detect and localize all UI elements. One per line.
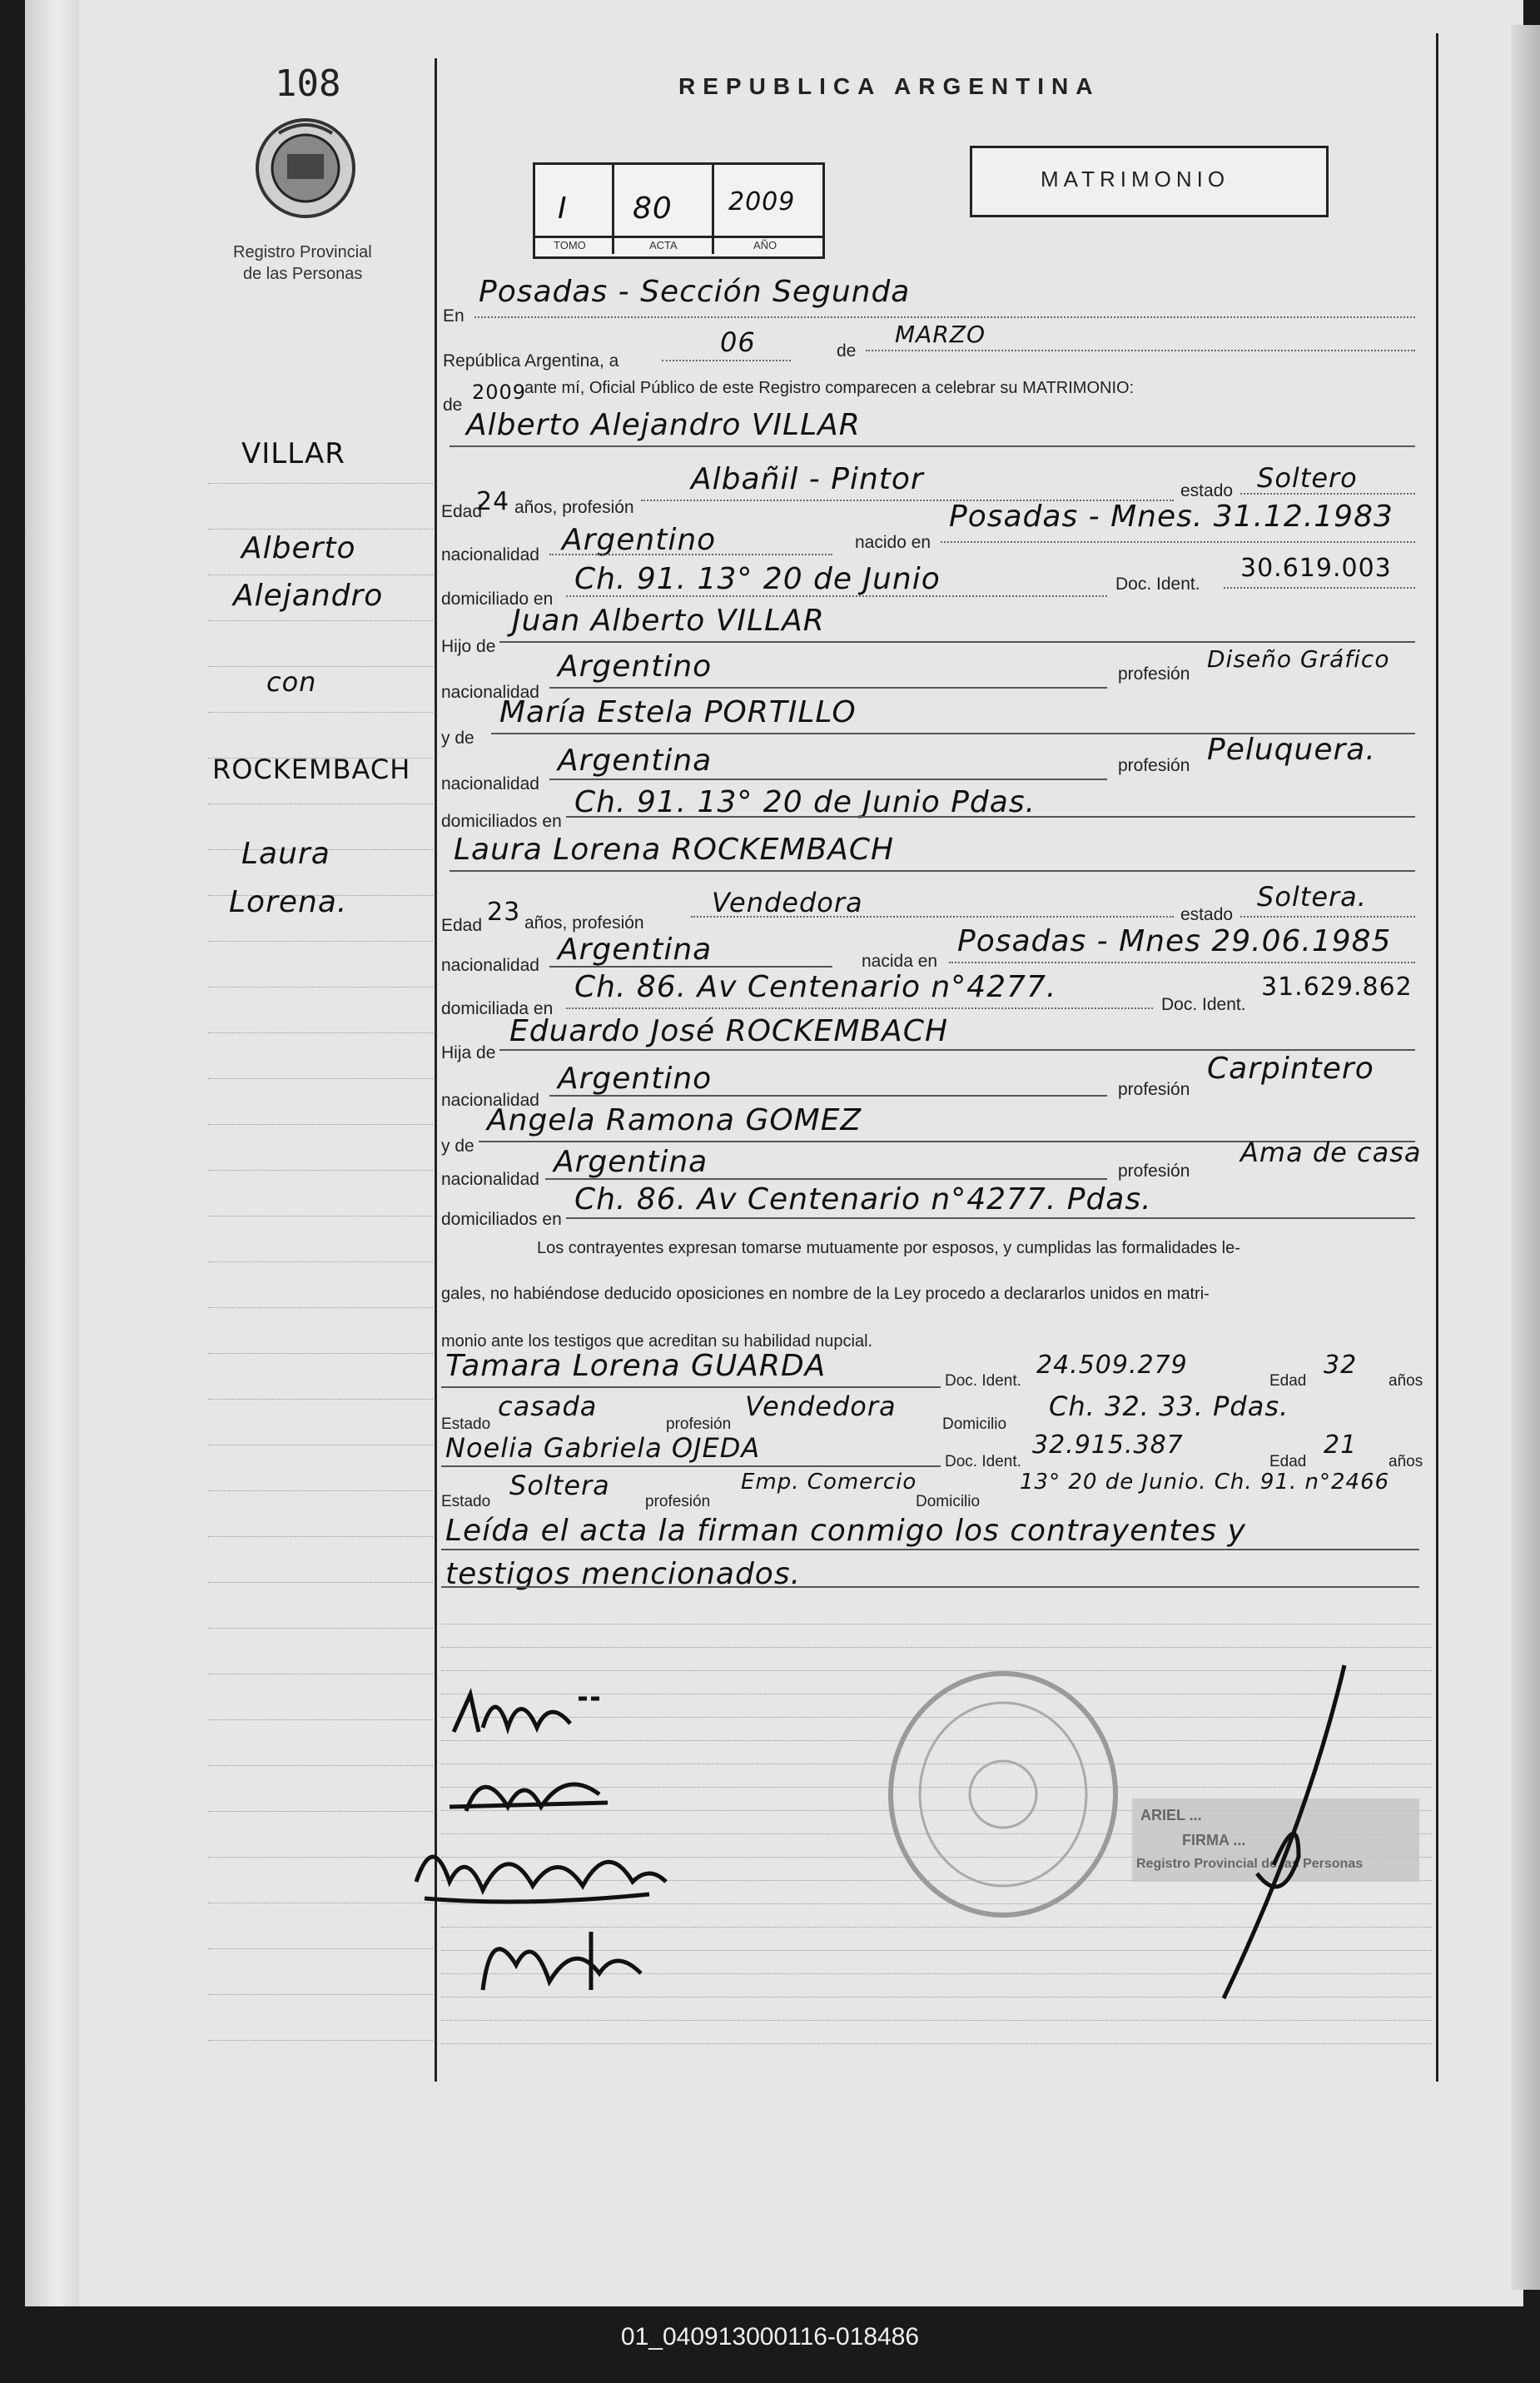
- groom-profesion-label: años, profesión: [514, 498, 634, 517]
- margin-ruled-line: [208, 483, 433, 484]
- bride-father-nationality: Argentino: [558, 1062, 713, 1096]
- bride-nacionalidad-label: nacionalidad: [441, 956, 539, 975]
- groom-age: 24: [476, 487, 510, 516]
- fill-line: [450, 445, 1415, 447]
- margin-note-surname-bride: ROCKEMBACH: [212, 754, 411, 785]
- groom-mother: María Estela PORTILLO: [499, 695, 857, 729]
- de-label: de: [837, 341, 857, 361]
- right-rule: [1436, 33, 1438, 2082]
- witness2-estado-label: Estado: [441, 1493, 491, 1510]
- fill-line: [949, 962, 1415, 963]
- groom-profession: Albañil - Pintor: [691, 462, 924, 496]
- provincial-coat-of-arms-icon: [254, 117, 358, 221]
- de2-label: de: [443, 396, 463, 415]
- signature-witness1: [400, 1823, 674, 1919]
- witness2-status: Soltera: [509, 1470, 610, 1501]
- witness1-profession: Vendedora: [745, 1390, 897, 1422]
- groom-birthplace: Posadas - Mnes. 31.12.1983: [949, 500, 1393, 534]
- margin-ruled-line: [208, 1261, 433, 1262]
- witness1-estado-label: Estado: [441, 1415, 491, 1433]
- fill-line: [549, 779, 1107, 780]
- groom-doc-label: Doc. Ident.: [1115, 575, 1200, 594]
- fill-line: [549, 687, 1107, 689]
- groom-father-profession: Diseño Gráfico: [1207, 645, 1390, 673]
- margin-ruled-line: [208, 1765, 433, 1766]
- witness2-prof-label: profesión: [645, 1493, 711, 1510]
- groom-mother-profession: Peluquera.: [1207, 733, 1376, 767]
- groom-nacionalidad-label: nacionalidad: [441, 545, 539, 565]
- record-type-title: MATRIMONIO: [1041, 167, 1230, 192]
- margin-ruled-line: [208, 1399, 433, 1400]
- witness2-edad-label: Edad: [1269, 1453, 1307, 1470]
- acta-value: 80: [633, 192, 673, 226]
- bride-father: Eduardo José ROCKEMBACH: [509, 1014, 949, 1048]
- bride-edad-label: Edad: [441, 916, 483, 935]
- signature-witness2: [466, 1915, 666, 2011]
- bride-estado-label: estado: [1180, 905, 1234, 924]
- groom-address: Ch. 91. 13° 20 de Junio: [574, 562, 941, 596]
- witness1-edad-label: Edad: [1269, 1372, 1307, 1390]
- bride-mother: Angela Ramona GOMEZ: [487, 1103, 862, 1137]
- main-ruled-line: [441, 2043, 1432, 2044]
- page-number: 108: [275, 62, 341, 105]
- witness1-name: Tamara Lorena GUARDA: [445, 1349, 827, 1383]
- margin-ruled-line: [208, 666, 433, 667]
- bride-nationality: Argentina: [558, 933, 713, 967]
- margin-note-con: con: [266, 666, 317, 698]
- signature-groom: [445, 1682, 620, 1753]
- statement-text: ante mí, Oficial Público de este Registro comparecen a celebrar su MATRIMONIO:: [524, 379, 1135, 397]
- margin-note-name4: Lorena.: [229, 885, 348, 919]
- bride-father-prof-label: profesión: [1118, 1080, 1190, 1099]
- witness1-age: 32: [1324, 1351, 1358, 1380]
- margin-ruled-line: [208, 1811, 433, 1812]
- margin-ruled-line: [208, 1536, 433, 1537]
- groom-yde-label: y de: [441, 729, 474, 748]
- main-ruled-line: [441, 2020, 1432, 2021]
- bride-profesion-label: años, profesión: [524, 913, 644, 933]
- margin-note-name2: Alejandro: [233, 579, 384, 613]
- bride-parents-address: Ch. 86. Av Centenario n°4277. Pdas.: [574, 1182, 1152, 1216]
- tomo-label: TOMO: [554, 239, 586, 251]
- witness2-age: 21: [1324, 1430, 1358, 1460]
- bride-father-nat-label: nacionalidad: [441, 1091, 539, 1110]
- fill-line: [499, 641, 1415, 643]
- bride-age: 23: [487, 898, 521, 927]
- groom-father: Juan Alberto VILLAR: [512, 604, 825, 638]
- fill-line: [474, 316, 1415, 318]
- margin-ruled-line: [208, 987, 433, 988]
- en-label: En: [443, 306, 464, 326]
- signature-official: [1207, 1657, 1357, 2011]
- fill-line: [549, 1095, 1107, 1097]
- bride-doc-label: Doc. Ident.: [1161, 995, 1246, 1014]
- main-ruled-line: [441, 1647, 1432, 1648]
- bride-nacida-label: nacida en: [862, 952, 938, 971]
- fill-line: [566, 1007, 1153, 1009]
- groom-mother-nationality: Argentina: [558, 744, 713, 778]
- fill-line: [545, 1178, 1107, 1180]
- republica-label: República Argentina, a: [443, 351, 619, 371]
- bride-birthplace: Posadas - Mnes 29.06.1985: [957, 924, 1392, 958]
- bride-yde-label: y de: [441, 1137, 474, 1156]
- fill-line: [566, 1217, 1415, 1219]
- groom-status: Soltero: [1257, 462, 1358, 494]
- declaration-line2: gales, no habiéndose deducido oposiciones en nombre de la Ley procedo a declararlos unidos en matri-: [441, 1285, 1210, 1303]
- declaration-line3: monio ante los testigos que acreditan su habilidad nupcial.: [441, 1332, 873, 1351]
- margin-note-name3: Laura: [241, 837, 330, 871]
- stamp-line1: ARIEL ...: [1140, 1807, 1202, 1823]
- fill-line: [1240, 493, 1415, 495]
- fill-line: [566, 816, 1415, 818]
- fill-line: [691, 916, 1174, 918]
- bride-mother-prof-label: profesión: [1118, 1162, 1190, 1181]
- margin-ruled-line: [208, 1307, 433, 1308]
- groom-hijo-label: Hijo de: [441, 637, 496, 656]
- fill-line: [866, 350, 1415, 351]
- groom-nationality: Argentino: [562, 523, 717, 557]
- witness2-profession: Emp. Comercio: [741, 1470, 917, 1495]
- margin-ruled-line: [208, 1078, 433, 1079]
- groom-estado-label: estado: [1180, 481, 1234, 500]
- witness2-address: 13° 20 de Junio. Ch. 91. n°2466: [1020, 1470, 1390, 1495]
- groom-father-prof-label: profesión: [1118, 664, 1190, 684]
- witness1-doc-label: Doc. Ident.: [945, 1372, 1021, 1390]
- declaration-line1: Los contrayentes expresan tomarse mutuamente por esposos, y cumplidas las formalidades le-: [537, 1239, 1240, 1257]
- margin-ruled-line: [208, 1170, 433, 1171]
- witness1-doc: 24.509.279: [1036, 1351, 1188, 1380]
- witness2-doc-label: Doc. Ident.: [945, 1453, 1021, 1470]
- bride-doc: 31.629.862: [1261, 973, 1413, 1002]
- place-value: Posadas - Sección Segunda: [479, 275, 911, 309]
- closing-line1: Leída el acta la firman conmigo los contrayentes y: [445, 1514, 1246, 1548]
- bride-address: Ch. 86. Av Centenario n°4277.: [574, 970, 1057, 1004]
- margin-ruled-line: [208, 1032, 433, 1033]
- witness2-name: Noelia Gabriela OJEDA: [445, 1432, 761, 1464]
- groom-parents-address: Ch. 91. 13° 20 de Junio Pdas.: [574, 785, 1036, 819]
- stamp-line3: Registro Provincial de las Personas: [1136, 1857, 1364, 1871]
- margin-ruled-line: [208, 529, 433, 530]
- fill-line: [662, 360, 791, 361]
- margin-ruled-line: [208, 2040, 433, 2041]
- fill-line: [1240, 916, 1415, 918]
- bride-profession: Vendedora: [712, 887, 863, 918]
- fill-line: [450, 870, 1415, 872]
- margin-note-name1: Alberto: [241, 531, 356, 565]
- month-value: MARZO: [895, 321, 986, 348]
- fill-line: [1224, 587, 1415, 589]
- witness1-status: casada: [498, 1390, 598, 1422]
- bride-mother-nat-label: nacionalidad: [441, 1170, 539, 1189]
- witness1-dom-label: Domicilio: [942, 1415, 1007, 1433]
- groom-mother-nat-label: nacionalidad: [441, 774, 539, 794]
- margin-ruled-line: [208, 1582, 433, 1583]
- margin-note-surname-groom: VILLAR: [241, 437, 345, 470]
- margin-rule: [435, 58, 437, 2082]
- groom-father-nat-label: nacionalidad: [441, 683, 539, 702]
- witness1-prof-label: profesión: [666, 1415, 732, 1433]
- witness2-dom-label: Domicilio: [916, 1493, 981, 1510]
- official-stamp-icon: [882, 1665, 1124, 1923]
- margin-ruled-line: [208, 1490, 433, 1491]
- bride-name: Laura Lorena ROCKEMBACH: [454, 833, 895, 867]
- groom-doc: 30.619.003: [1240, 554, 1392, 583]
- margin-ruled-line: [208, 1353, 433, 1354]
- country-title: REPUBLICA ARGENTINA: [678, 73, 1100, 99]
- bride-mother-nationality: Argentina: [554, 1145, 708, 1179]
- margin-ruled-line: [208, 803, 433, 804]
- table-divider: [612, 162, 614, 254]
- tomo-value: I: [558, 192, 568, 226]
- fill-line: [941, 541, 1415, 543]
- registry-name-line2: de las Personas: [243, 265, 363, 283]
- groom-domicilio-label: domiciliado en: [441, 590, 554, 609]
- witness2-anos-label: años: [1388, 1453, 1423, 1470]
- bride-father-profession: Carpintero: [1207, 1052, 1374, 1086]
- page-binding: [25, 0, 79, 2306]
- fill-line: [566, 595, 1107, 597]
- anio-label: AÑO: [753, 239, 777, 251]
- groom-father-nationality: Argentino: [558, 649, 713, 684]
- anio-value: 2009: [728, 187, 796, 216]
- acta-label: ACTA: [649, 239, 678, 251]
- fill-line: [499, 1049, 1415, 1051]
- page-edge: [1511, 25, 1540, 2290]
- closing-line2: testigos mencionados.: [445, 1557, 802, 1591]
- fill-line: [441, 1465, 941, 1467]
- fill-line: [441, 1386, 941, 1388]
- fill-line: [549, 554, 832, 555]
- fill-line: [549, 966, 832, 968]
- witness1-address: Ch. 32. 33. Pdas.: [1049, 1390, 1289, 1422]
- groom-name: Alberto Alejandro VILLAR: [466, 408, 861, 442]
- day-value: 06: [720, 326, 756, 358]
- bride-mother-profession: Ama de casa: [1240, 1137, 1422, 1168]
- table-divider: [712, 162, 714, 254]
- groom-nacido-label: nacido en: [855, 533, 931, 552]
- bride-status: Soltera.: [1257, 881, 1367, 913]
- fill-line: [441, 1586, 1419, 1588]
- year-value: 2009: [472, 381, 527, 404]
- margin-ruled-line: [208, 1628, 433, 1629]
- margin-ruled-line: [208, 1948, 433, 1949]
- table-divider: [533, 236, 822, 238]
- margin-ruled-line: [208, 1124, 433, 1125]
- fill-line: [441, 1549, 1419, 1550]
- groom-parents-dom-label: domiciliados en: [441, 812, 562, 831]
- groom-edad-label: Edad: [441, 502, 483, 521]
- bride-domicilio-label: domiciliada en: [441, 999, 554, 1018]
- witness2-doc: 32.915.387: [1032, 1430, 1184, 1460]
- margin-ruled-line: [208, 1994, 433, 1995]
- stamp-line2: FIRMA ...: [1182, 1832, 1246, 1848]
- registry-name-line1: Registro Provincial: [233, 243, 372, 261]
- margin-ruled-line: [208, 712, 433, 713]
- witness1-anos-label: años: [1388, 1372, 1423, 1390]
- margin-ruled-line: [208, 620, 433, 621]
- bride-hija-label: Hija de: [441, 1043, 496, 1062]
- groom-mother-prof-label: profesión: [1118, 756, 1190, 775]
- margin-ruled-line: [208, 941, 433, 942]
- footer-file-id: 01_040913000116-018486: [620, 2323, 920, 2351]
- margin-ruled-line: [208, 1719, 433, 1720]
- bride-parents-dom-label: domiciliados en: [441, 1210, 562, 1229]
